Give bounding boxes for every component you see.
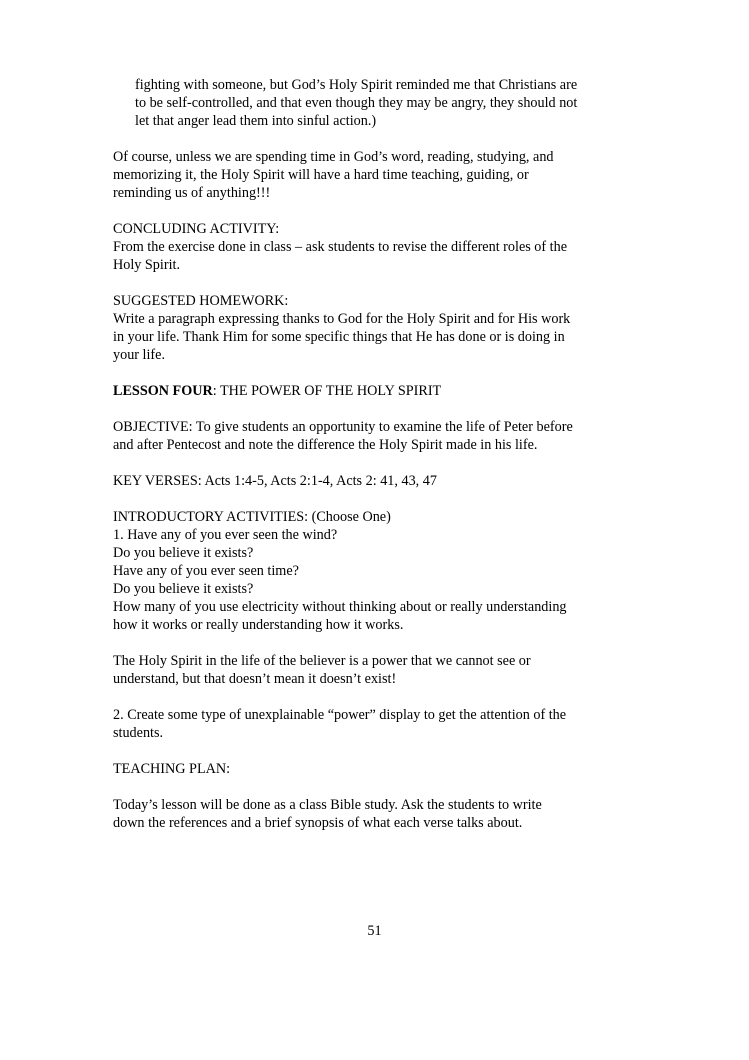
lesson-number: LESSON FOUR	[113, 383, 213, 399]
objective-line-2: and after Pentecost and note the difference the Holy Spirit made in his life.	[113, 437, 538, 453]
suggested-homework-section	[113, 292, 613, 364]
continuation-line-2: to be self-controlled, and that even though they may be angry, they should not	[135, 95, 578, 111]
concluding-activity-line-1: From the exercise done in class – ask students to revise the different roles of the	[113, 239, 568, 255]
introductory-activities-line-6: how it works or really understanding how it works.	[113, 617, 404, 633]
holy-spirit-power-line-2: understand, but that doesn’t mean it doesn’t exist!	[113, 671, 397, 687]
suggested-homework-line-1: Write a paragraph expressing thanks to God for the Holy Spirit and for His work	[113, 311, 571, 327]
activity-two-line-2: students.	[113, 725, 164, 741]
key-verses-section	[113, 472, 613, 490]
introductory-activities-section	[113, 508, 613, 634]
of-course-paragraph	[113, 148, 613, 202]
teaching-plan-heading: TEACHING PLAN:	[113, 761, 231, 777]
suggested-homework-line-3: your life.	[113, 347, 166, 363]
continuation-line-3: let that anger lead them into sinful action.)	[135, 113, 377, 129]
suggested-homework-line-2: in your life. Thank Him for some specific things that He has done or is doing in	[113, 329, 565, 345]
lesson-name: : THE POWER OF THE HOLY SPIRIT	[212, 383, 442, 399]
key-verses-line: KEY VERSES: Acts 1:4-5, Acts 2:1-4, Acts 2: 41, 43, 47	[113, 473, 437, 489]
lesson-title-line	[113, 382, 613, 400]
page-number: 51	[367, 923, 382, 939]
introductory-activities-line-2: Do you believe it exists?	[113, 545, 254, 561]
of-course-line-1: Of course, unless we are spending time in God’s word, reading, studying, and	[113, 149, 554, 165]
todays-lesson-line-1: Today’s lesson will be done as a class Bible study. Ask the students to write	[113, 797, 542, 813]
todays-lesson-paragraph	[113, 796, 613, 832]
teaching-plan-section	[113, 760, 613, 778]
holy-spirit-power-paragraph	[113, 652, 613, 688]
introductory-activities-line-4: Do you believe it exists?	[113, 581, 254, 597]
continuation-line-1: fighting with someone, but God’s Holy Spirit reminded me that Christians are	[135, 77, 578, 93]
introductory-activities-line-3: Have any of you ever seen time?	[113, 563, 299, 579]
lesson-title	[113, 382, 613, 400]
concluding-activity-line-2: Holy Spirit.	[113, 257, 181, 273]
todays-lesson-line-2: down the references and a brief synopsis of what each verse talks about.	[113, 815, 523, 831]
document-page	[113, 76, 613, 850]
objective-section	[113, 418, 613, 454]
suggested-homework-heading: SUGGESTED HOMEWORK:	[113, 293, 289, 309]
introductory-activities-heading: INTRODUCTORY ACTIVITIES: (Choose One)	[113, 509, 391, 525]
of-course-line-2: memorizing it, the Holy Spirit will have a hard time teaching, guiding, or	[113, 167, 529, 183]
concluding-activity-heading: CONCLUDING ACTIVITY:	[113, 221, 280, 237]
objective-line-1: OBJECTIVE: To give students an opportunity to examine the life of Peter before	[113, 419, 573, 435]
of-course-line-3: reminding us of anything!!!	[113, 185, 271, 201]
concluding-activity-section	[113, 220, 613, 274]
continuation-paragraph	[113, 76, 613, 130]
introductory-activities-line-5: How many of you use electricity without thinking about or really understanding	[113, 599, 567, 615]
activity-two-line-1: 2. Create some type of unexplainable “power” display to get the attention of the	[113, 707, 567, 723]
introductory-activities-line-1: 1. Have any of you ever seen the wind?	[113, 527, 338, 543]
activity-two-paragraph	[113, 706, 613, 742]
holy-spirit-power-line-1: The Holy Spirit in the life of the believer is a power that we cannot see or	[113, 653, 531, 669]
